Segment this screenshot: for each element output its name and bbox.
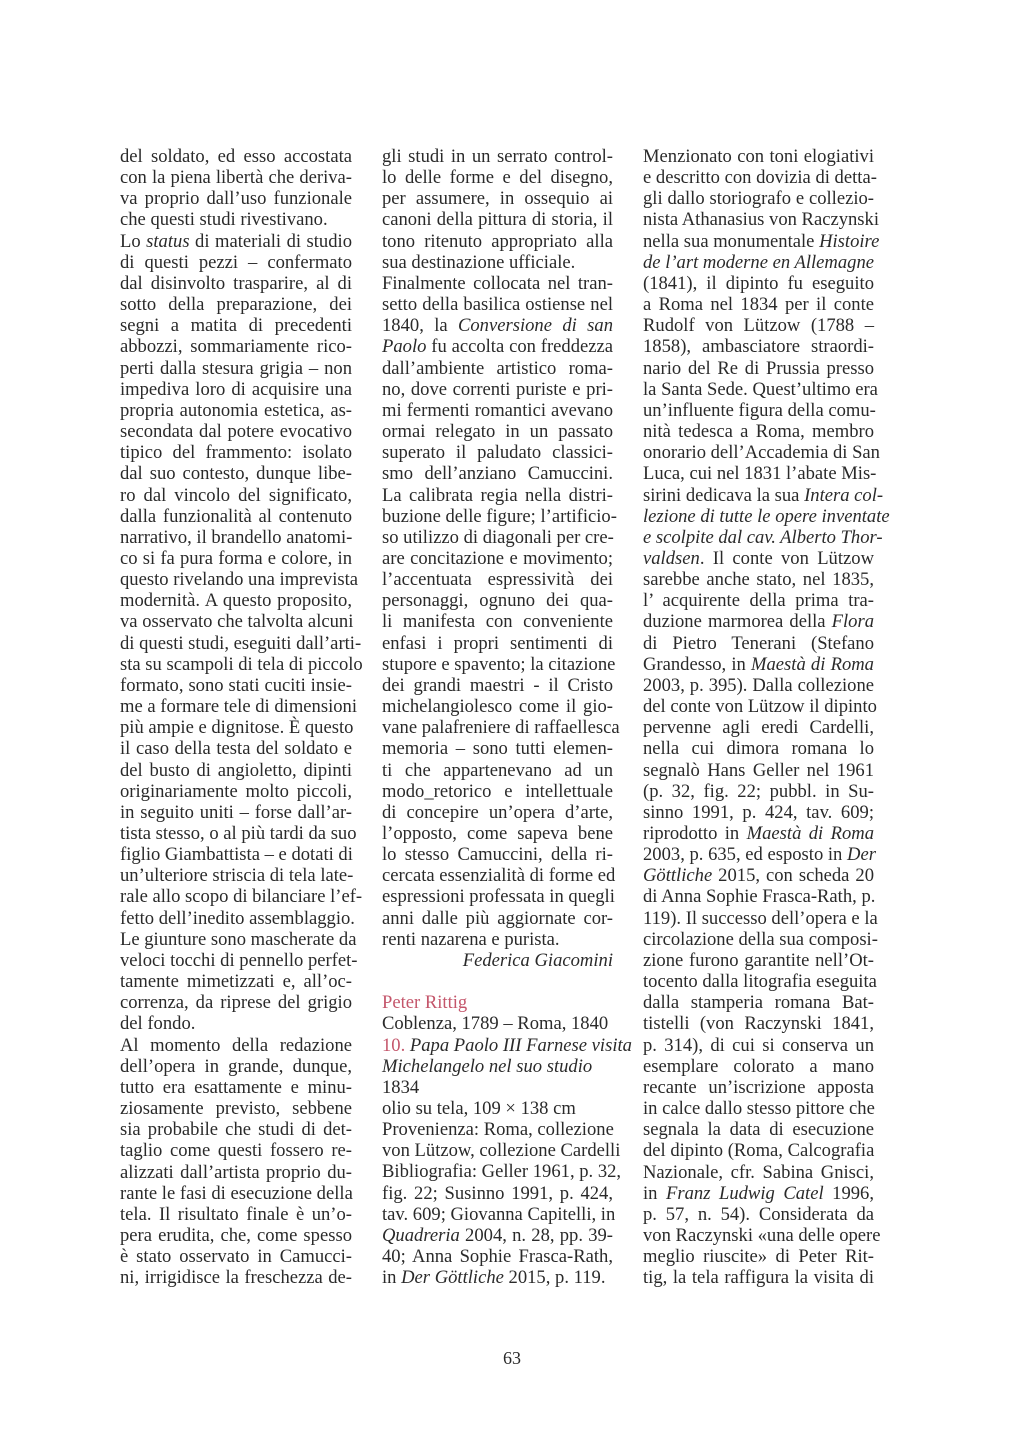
text-line: riprodotto in Maestà di Roma <box>643 823 874 844</box>
text-line: tista stesso, o al più tardi da suo <box>120 823 357 844</box>
text-line: tono ritenuto appropriato alla <box>382 230 613 252</box>
text-line: un’influente figura della comu- <box>643 399 876 421</box>
text-line: modernità. A questo proposito, <box>120 590 352 612</box>
text-line: sua destinazione ufficiale. <box>382 251 576 273</box>
text-line: lo delle forme e del disegno, <box>382 167 613 189</box>
text-line: 2003, p. 635, ed esposto in Der <box>643 844 876 866</box>
text-line: enfasi i propri sentimenti di <box>382 632 613 654</box>
text-line: dal suo contesto, dunque libe- <box>120 463 352 485</box>
text-line: del fondo. <box>120 1013 196 1035</box>
text-line: nella cui dimora romana lo <box>643 738 874 760</box>
text-line: memoria – sono tutti elemen- <box>382 738 613 760</box>
text-line: propria autonomia estetica, as- <box>120 399 352 421</box>
text-line: cercata essenzialità di forme ed <box>382 865 616 887</box>
text-line: dell’opera in grande, dunque, <box>120 1055 352 1077</box>
text-line: segni a matita di precedenti <box>120 315 352 337</box>
text-line: di concepire un’opera d’arte, <box>382 801 613 823</box>
text-line: di questi studi, eseguiti dall’arti- <box>120 632 362 654</box>
text-line: figlio Giambattista – e dotati di <box>120 844 353 866</box>
text-line: sirini dedicava la sua Intera col- <box>643 484 884 506</box>
text-line: perti dalla stesura grigia – non <box>120 357 352 379</box>
text-line: Provenienza: Roma, collezione <box>382 1119 614 1141</box>
text-line: anni dalle più aggiornate cor- <box>382 907 613 929</box>
text-line: Bibliografia: Geller 1961, p. 32, <box>382 1161 622 1183</box>
text-line: renti nazarena e purista. <box>382 928 560 950</box>
text-line: nella sua monumentale Histoire <box>643 230 880 252</box>
text-line: in seguito uniti – forse dall’ar- <box>120 801 352 823</box>
text-line: sia probabile che studi di det- <box>120 1119 352 1141</box>
text-line: secondata dal potere evocativo <box>120 421 352 443</box>
text-line: alizzati dall’artista proprio du- <box>120 1161 352 1183</box>
text-line: sinno 1991, p. 424, tav. 609; <box>643 801 874 823</box>
text-line: 1858), ambasciatore straordi- <box>643 336 874 358</box>
text-line: p. 57, n. 54). Considerata da <box>643 1203 874 1225</box>
text-line: di Pietro Tenerani (Stefano <box>643 632 874 654</box>
text-line: è stato osservato in Camucci- <box>120 1246 352 1268</box>
text-line: gli studi in un serrato control- <box>382 146 613 167</box>
text-line: originariamente molto piccoli, <box>120 780 352 802</box>
text-line: von Raczynski «una delle opere <box>643 1224 881 1246</box>
text-line: in Der Göttliche 2015, p. 119. <box>382 1267 606 1289</box>
text-line: un’ulteriore striscia di tela late- <box>120 865 354 887</box>
text-line: di Anna Sophie Frasca-Rath, p. <box>643 886 876 908</box>
text-line: 1834 <box>382 1076 420 1098</box>
text-line: Luca, cui nel 1831 l’abate Mis- <box>643 463 877 485</box>
text-line: 119). Il successo dell’opera e la <box>643 907 878 929</box>
text-line: buzione delle figure; l’artificio- <box>382 505 617 527</box>
text-line: tav. 609; Giovanna Capitelli, in <box>382 1203 616 1225</box>
text-line: in Franz Ludwig Catel 1996, <box>643 1182 874 1204</box>
text-line: questo rivelando una imprevista <box>120 569 359 591</box>
text-line: dal disinvolto trasparire, al di <box>120 272 352 294</box>
text-line: segnala la data di esecuzione <box>643 1119 874 1141</box>
text-line: dall’ambiente artistico roma- <box>382 357 613 379</box>
text-line: setto della basilica ostiense nel <box>382 294 613 316</box>
text-line: circolazione della sua composi- <box>643 928 878 950</box>
text-line: rale allo scopo di bilanciare l’ef- <box>120 886 363 908</box>
text-line: zione furono garantite nell’Ot- <box>643 949 874 971</box>
text-line: sarebbe anche stato, nel 1835, <box>643 569 874 591</box>
text-line: il caso della testa del soldato e <box>120 738 352 760</box>
text-line: la Santa Sede. Quest’ultimo era <box>643 378 878 400</box>
text-line: rante le fasi di esecuzione della <box>120 1182 353 1204</box>
text-line: Quadreria 2004, n. 28, pp. 39- <box>382 1224 613 1246</box>
text-line: correnza, da riprese del grigio <box>120 992 352 1014</box>
text-line: dei grandi maestri - il Cristo <box>382 674 613 696</box>
text-line: con la piena libertà che deriva- <box>120 167 352 189</box>
text-line: Peter Rittig <box>382 992 468 1014</box>
text-line: tig, la tela raffigura la visita di <box>643 1267 874 1289</box>
text-line: von Lützow, collezione Cardelli <box>382 1140 621 1162</box>
text-line: del soldato, ed esso accostata <box>120 146 352 167</box>
text-line: Lo status di materiali di studio <box>120 230 352 252</box>
text-line: lezione di tutte le opere inventate <box>643 505 890 527</box>
text-line: l’accentuata espressività dei <box>382 569 613 591</box>
text-line: esemplare colorato a mano <box>643 1055 874 1077</box>
text-line: dalla stamperia romana Bat- <box>643 992 874 1014</box>
text-line: valdsen. Il conte von Lützow <box>643 547 874 569</box>
text-line: e descritto con dovizia di detta- <box>643 167 877 189</box>
text-line: nista Athanasius von Raczynski <box>643 209 880 231</box>
text-line: ti che appartenevano ad un <box>382 759 613 781</box>
text-line: canoni della pittura di storia, il <box>382 209 613 231</box>
text-line: de l’art moderne en Allemagne <box>643 251 874 273</box>
text-line: nario del Re di Prussia presso <box>643 357 874 379</box>
text-line: Coblenza, 1789 – Roma, 1840 <box>382 1013 609 1035</box>
text-line: (p. 32, fig. 22; pubbl. in Su- <box>643 780 874 802</box>
text-line: smo dell’anziano Camuccini. <box>382 463 613 485</box>
text-line: 1840, la Conversione di san <box>382 315 613 337</box>
text-line: sta su scampoli di tela di piccolo <box>120 653 363 675</box>
text-line: 40; Anna Sophie Frasca-Rath, <box>382 1246 613 1268</box>
text-line: Le giunture sono mascherate da <box>120 928 357 950</box>
page-number: 63 <box>503 1348 521 1368</box>
text-line: del dipinto (Roma, Calcografia <box>643 1140 875 1162</box>
text-line: Göttliche 2015, con scheda 20 <box>643 865 874 887</box>
text-line: tistelli (von Raczynski 1841, <box>643 1013 874 1035</box>
text-line: in calce dallo stesso pittore che <box>643 1098 875 1120</box>
text-line <box>382 971 613 992</box>
text-line: Paolo fu accolta con freddezza <box>382 336 613 358</box>
text-column-1 <box>120 146 363 1289</box>
text-line: abbozzi, sommariamente rico- <box>120 336 352 358</box>
text-line: 10. Papa Paolo III Farnese visita <box>382 1034 632 1056</box>
text-line: gli dallo storiografo e collezio- <box>643 188 874 210</box>
text-line: dalla funzionalità al contenuto <box>120 505 352 527</box>
text-line: no, dove correnti puriste e pri- <box>382 378 613 400</box>
text-line: superato il paludato classici- <box>382 442 613 464</box>
text-line: lo stesso Camuccini, della ri- <box>382 844 613 866</box>
text-line: vane palafreniere di raffaellesca <box>382 717 620 739</box>
text-line: co si fa pura forma e colore, in <box>120 547 352 569</box>
text-line: tamente mimetizzati e, all’oc- <box>120 971 352 993</box>
text-line: Federica Giacomini <box>462 949 613 971</box>
text-line: meglio riuscite» di Peter Rit- <box>643 1246 874 1268</box>
text-line: stupore e spavento; la citazione <box>382 653 616 675</box>
text-line: segnalò Hans Geller nel 1961 <box>643 759 874 781</box>
text-line: sotto della preparazione, dei <box>120 294 352 316</box>
text-line: are concitazione e movimento; <box>382 547 613 569</box>
text-line: formato, sono stati cuciti insie- <box>120 674 352 696</box>
text-line: di questi pezzi – confermato <box>120 251 352 273</box>
text-line: espressioni professata in quegli <box>382 886 615 908</box>
text-line: impediva loro di acquisire una <box>120 378 352 400</box>
text-column-3 <box>643 146 890 1289</box>
text-line: onorario dell’Accademia di San <box>643 442 880 464</box>
text-line: ro dal vincolo del significato, <box>120 484 352 506</box>
text-line: pervenne agli eredi Cardelli, <box>643 717 874 739</box>
text-line: Michelangelo nel suo studio <box>382 1055 593 1077</box>
text-line: so utilizzo di diagonali per cre- <box>382 526 614 548</box>
text-line: ormai relegato in un passato <box>382 421 613 443</box>
text-column-2 <box>382 146 632 1289</box>
text-line: fetto dell’inedito assemblaggio. <box>120 907 355 929</box>
text-line: tela. Il risultato finale è un’o- <box>120 1203 352 1225</box>
text-line: tutto era esattamente e minu- <box>120 1076 352 1098</box>
text-line: tocento dalla litografia eseguita <box>643 971 877 993</box>
text-line: ziosamente previsto, sebbene <box>120 1098 352 1120</box>
text-line: del busto di angioletto, dipinti <box>120 759 352 781</box>
text-line: nità tedesca a Roma, membro <box>643 421 874 443</box>
text-line: recante un’iscrizione apposta <box>643 1076 874 1098</box>
text-line: narrativo, il brandello anatomi- <box>120 526 353 548</box>
text-line: fig. 22; Susinno 1991, p. 424, <box>382 1182 613 1204</box>
text-line: La calibrata regia nella distri- <box>382 484 613 506</box>
text-line: va osservato che talvolta alcuni <box>120 611 354 633</box>
text-line: che questi studi rivestivano. <box>120 209 328 231</box>
text-line: li manifesta con conveniente <box>382 611 613 633</box>
text-line: per assumere, in ossequio ai <box>382 188 613 210</box>
text-line: modo_retorico e intellettuale <box>382 780 613 802</box>
text-line: Grandesso, in Maestà di Roma <box>643 653 874 675</box>
text-line: tipico del frammento: isolato <box>120 442 352 464</box>
text-line: me a formare tele di dimensioni <box>120 696 357 718</box>
text-line: 2003, p. 395). Dalla collezione <box>643 674 874 696</box>
text-line: p. 314), di cui si conserva un <box>643 1034 874 1056</box>
text-line: più ampie e dignitose. È questo <box>120 717 354 739</box>
text-line: Al momento della redazione <box>120 1034 352 1056</box>
text-line: va proprio dall’uso funzionale <box>120 188 352 210</box>
text-line: Finalmente collocata nel tran- <box>382 272 613 294</box>
text-line: l’opposto, come sapeva bene <box>382 823 613 844</box>
text-line: taglio come questi fossero re- <box>120 1140 352 1162</box>
text-line: mi fermenti romantici avevano <box>382 399 613 421</box>
text-line: Rudolf von Lützow (1788 – <box>643 315 874 337</box>
text-line: olio su tela, 109 × 138 cm <box>382 1098 576 1120</box>
text-line: michelangiolesco come il gio- <box>382 696 613 718</box>
text-line: ni, irrigidisce la freschezza de- <box>120 1267 352 1289</box>
text-line: a Roma nel 1834 per il conte <box>643 294 874 316</box>
text-line: personaggi, ognuno dei qua- <box>382 590 613 612</box>
text-line: e scolpite dal cav. Alberto Thor- <box>643 526 883 548</box>
text-line: l’ acquirente della prima tra- <box>643 590 874 612</box>
text-line: pera erudita, che, come spesso <box>120 1224 352 1246</box>
text-line: del conte von Lützow il dipinto <box>643 696 877 718</box>
text-line: Menzionato con toni elogiativi <box>643 146 874 167</box>
text-line: Nazionale, cfr. Sabina Gnisci, <box>643 1161 874 1183</box>
text-line: veloci tocchi di pennello perfet- <box>120 949 358 971</box>
text-line: duzione marmorea della Flora <box>643 611 874 633</box>
text-line: (1841), il dipinto fu eseguito <box>643 272 874 294</box>
